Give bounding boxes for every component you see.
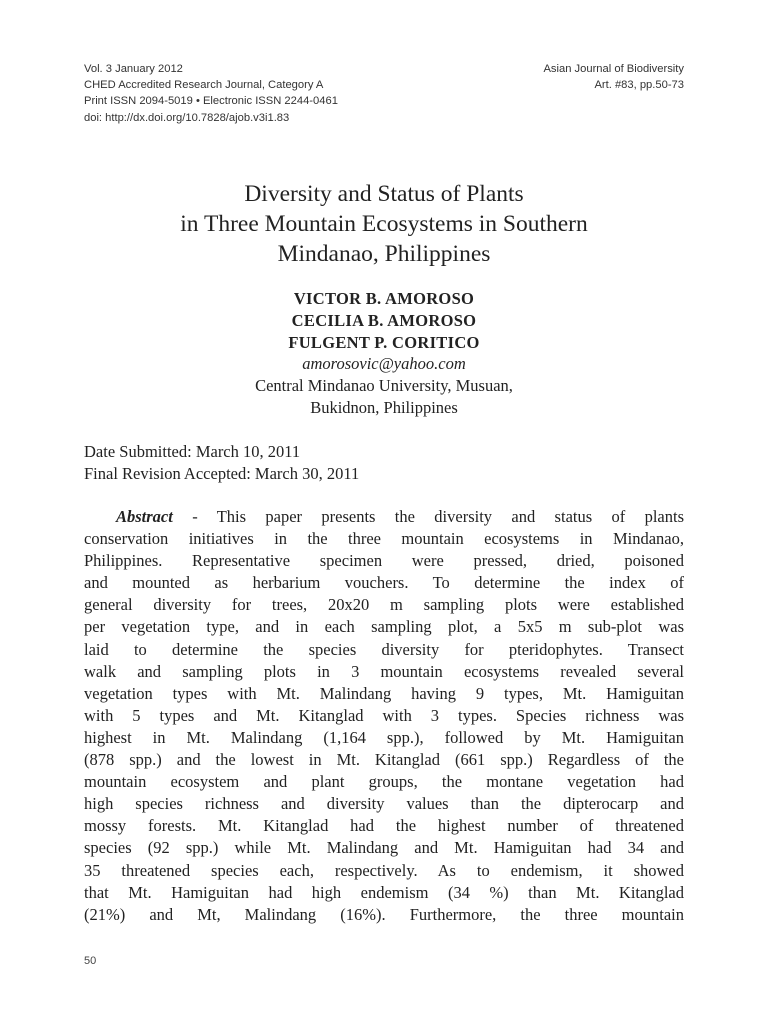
abstract-line: high species richness and diversity values than the dipterocarp and [84,794,684,814]
affiliation-line: Bukidnon, Philippines [310,397,458,417]
accreditation-line: CHED Accredited Research Journal, Category A [84,79,324,92]
abstract [84,506,684,926]
page-number: 50 [84,955,97,967]
affiliation-line: Central Mindanao University, Musuan, [255,376,513,396]
header-right [424,61,684,93]
abstract-line: vegetation types with Mt. Malindang having 9 types, Mt. Hamiguitan [84,683,684,703]
abstract-line: with 5 types and Mt. Kitanglad with 3 types. Species richness was [84,705,684,725]
abstract-line: laid to determine the species diversity for pteridophytes. Transect [84,639,684,659]
abstract-label: Abstract [116,507,173,526]
author-email: amorosovic@yahoo.com [302,354,466,374]
header-left [84,61,414,126]
title-line: Diversity and Status of Plants [244,181,524,207]
author-name: VICTOR B. AMOROSO [293,289,475,308]
author-block [84,288,684,419]
abstract-line: that Mt. Hamiguitan had high endemism (34 %) than Mt. Kitanglad [84,882,684,902]
submission-dates [84,441,359,485]
abstract-line: conservation initiatives in the three mountain ecosystems in Mindanao, [84,529,684,549]
abstract-line: walk and sampling plots in 3 mountain ecosystems revealed several [84,661,684,681]
abstract-text: - This paper presents the diversity and status of plants [172,507,684,526]
abstract-first-line [84,506,684,528]
title-line: Mindanao, Philippines [277,241,491,267]
abstract-line: and mounted as herbarium vouchers. To determine the index of [84,573,684,593]
abstract-line: (21%) and Mt, Malindang (16%). Furthermore, the three mountain [84,904,684,924]
title-line: in Three Mountain Ecosystems in Southern [180,211,588,237]
abstract-line: highest in Mt. Malindang (1,164 spp.), followed by Mt. Hamiguitan [84,727,684,747]
abstract-line: Philippines. Representative specimen were pressed, dried, poisoned [84,551,684,571]
author-name: FULGENT P. CORITICO [288,332,480,352]
paper-title [84,179,684,269]
date-submitted: Date Submitted: March 10, 2011 [84,442,301,461]
volume-line: Vol. 3 January 2012 [84,63,183,75]
issn-line: Print ISSN 2094-5019 • Electronic ISSN 2244-0461 [84,95,338,108]
abstract-line: species (92 spp.) while Mt. Malindang and Mt. Hamiguitan had 34 and [84,838,684,858]
abstract-line: mountain ecosystem and plant groups, the montane vegetation had [84,772,684,792]
abstract-line: mossy forests. Mt. Kitanglad had the highest number of threatened [84,816,684,836]
date-accepted: Final Revision Accepted: March 30, 2011 [84,464,360,483]
journal-name: Asian Journal of Biodiversity [543,63,684,75]
abstract-line: per vegetation type, and in each sampling plot, a 5x5 m sub-plot was [84,617,684,637]
doi-line: doi: http://dx.doi.org/10.7828/ajob.v3i1.83 [84,111,290,124]
abstract-line: 35 threatened species each, respectively. As to endemism, it showed [84,860,684,880]
abstract-line: general diversity for trees, 20x20 m sampling plots were established [84,595,684,615]
article-number: Art. #83, pp.50-73 [594,79,684,92]
abstract-line: (878 spp.) and the lowest in Mt. Kitanglad (661 spp.) Regardless of the [84,750,684,770]
author-name: CECILIA B. AMOROSO [291,310,477,330]
